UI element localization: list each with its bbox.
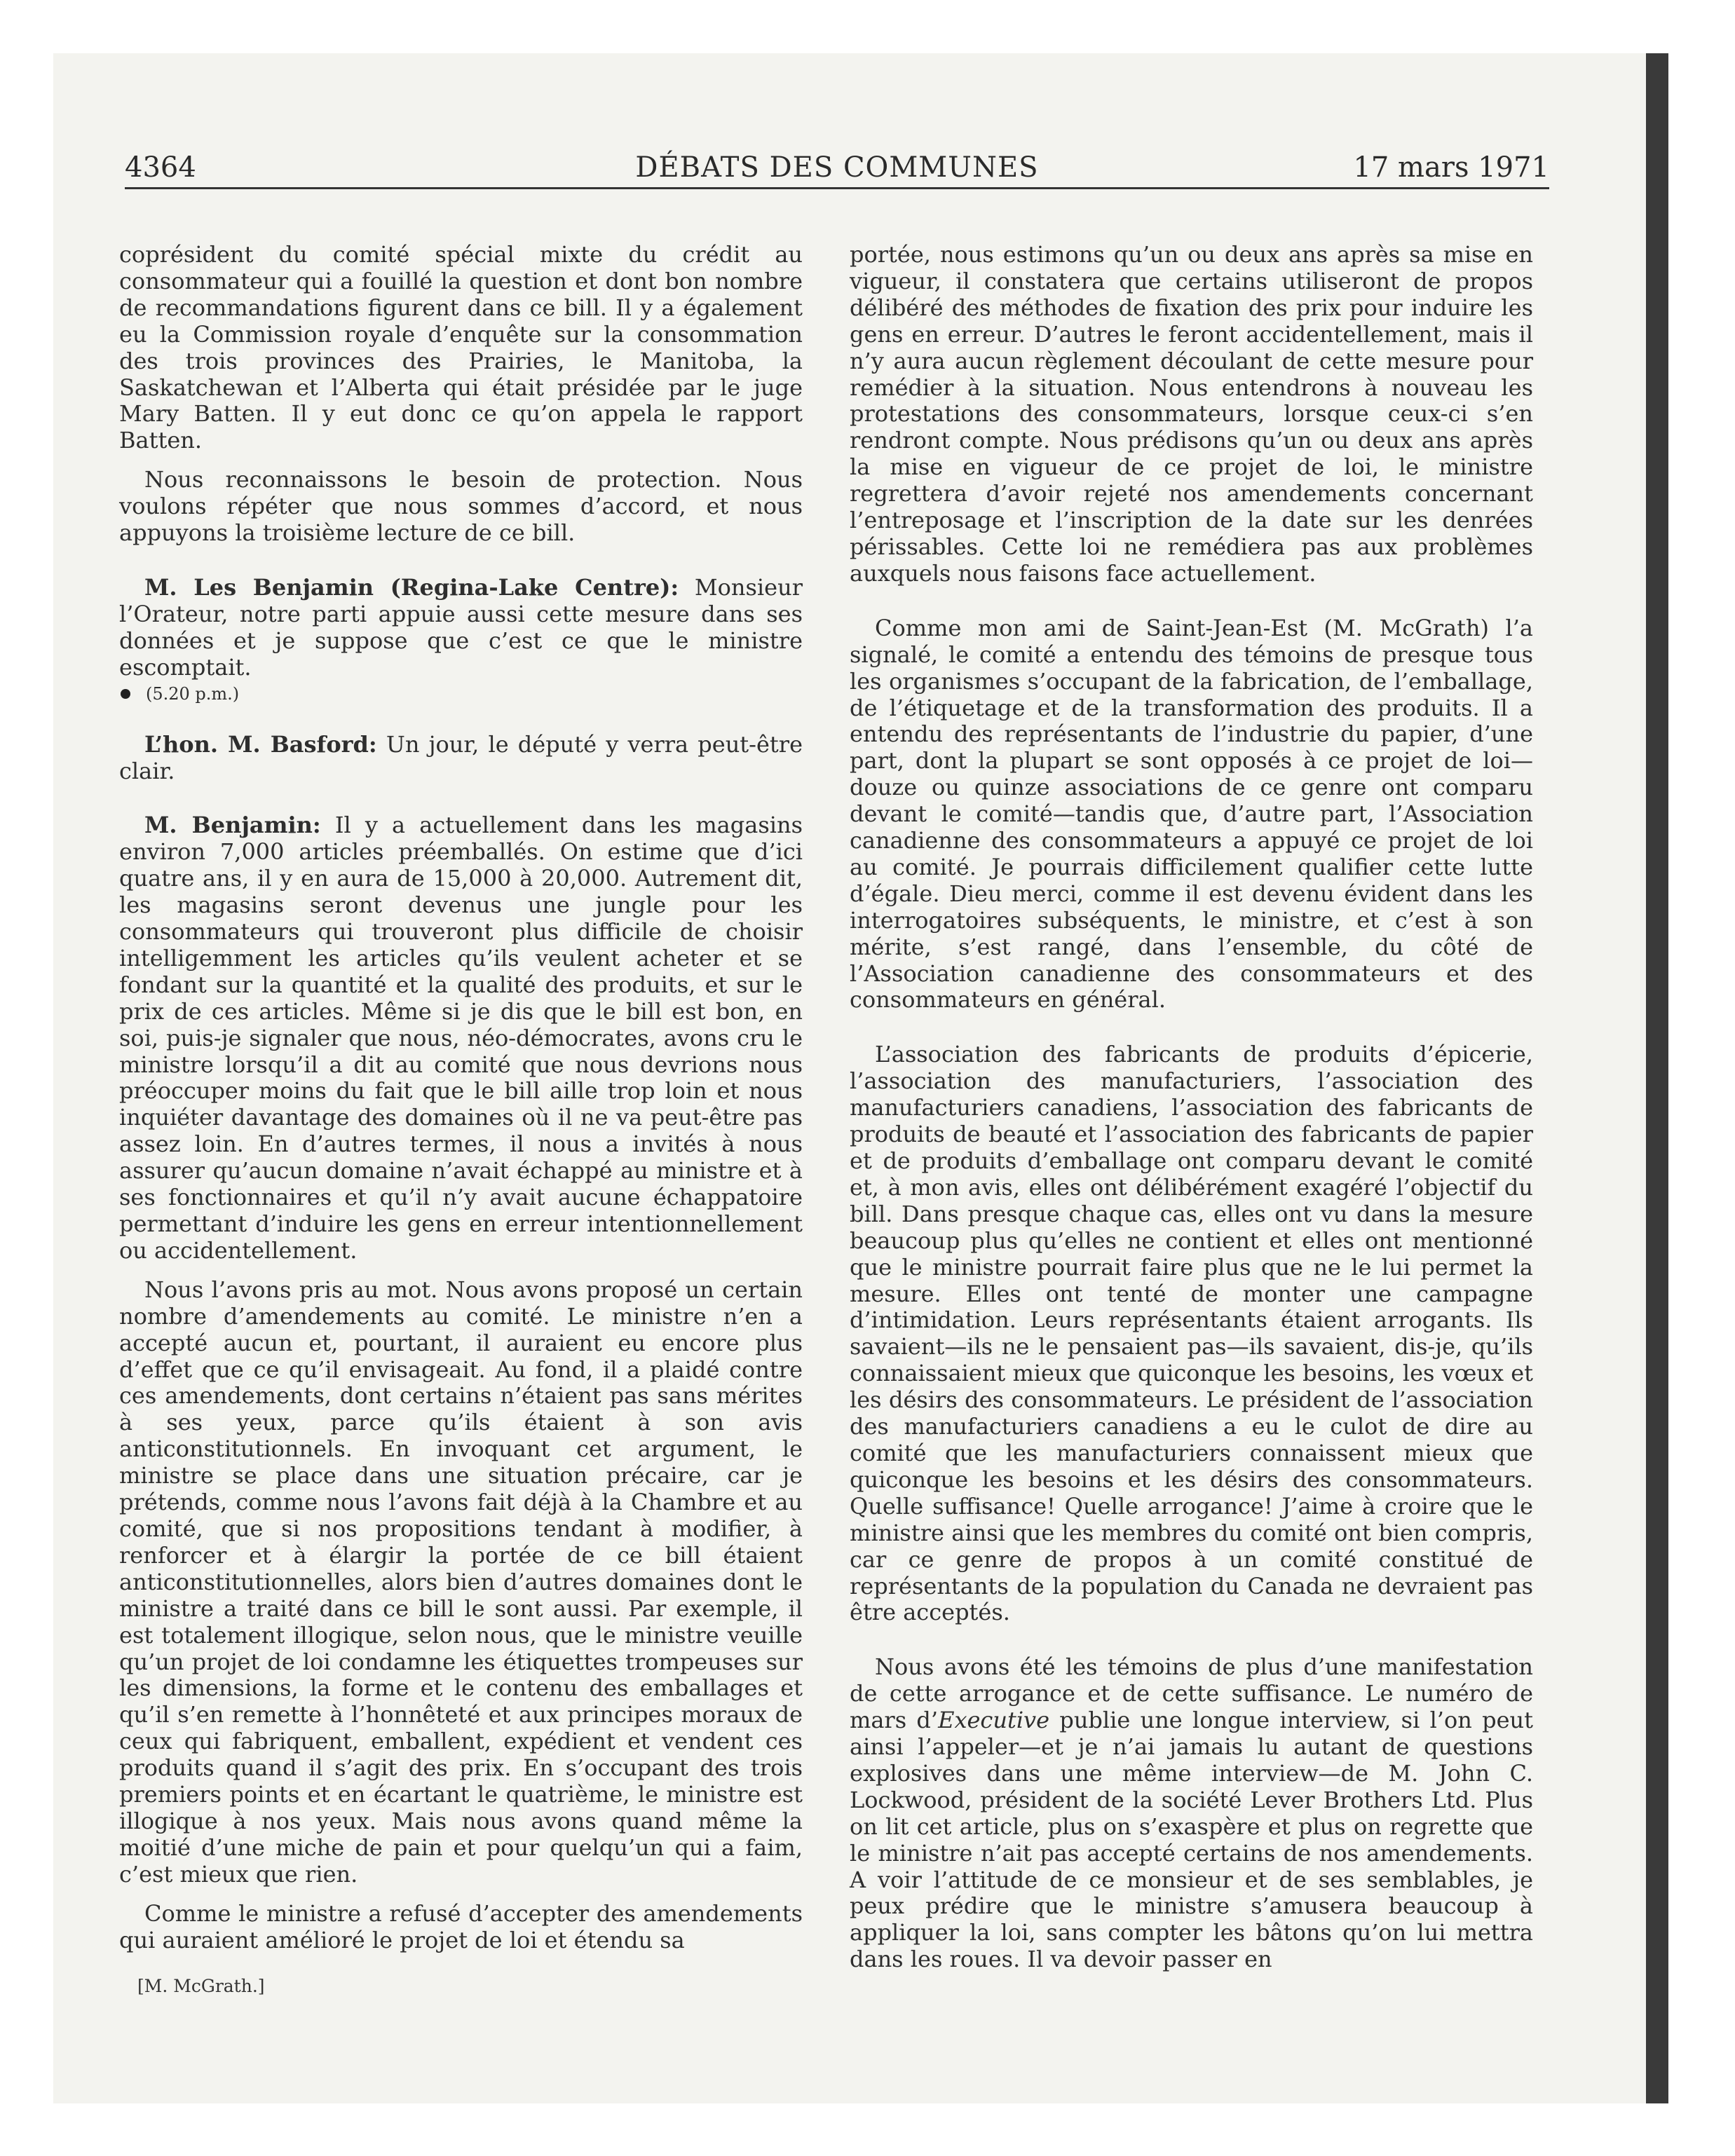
paragraph: coprésident du comité spécial mixte du crédit au consommateur qui a fouillé la question et dont bon nombre de recommandations figurent dans ce bill. Il y a également eu la Commission royale d’enquête sur la consommation des trois provinces des Prairies, le Manitoba, la Saskatchewan et l’Alberta qui était présidée par le juge Mary Batten. Il y eut donc ce qu’on appela le rapport Batten.	[119, 241, 803, 454]
speaker-name: M. Benjamin:	[144, 812, 321, 839]
paragraph	[850, 1654, 1533, 1973]
speaker-footnote: [M. McGrath.]	[137, 1976, 265, 1996]
page-header	[125, 148, 1549, 189]
speech-paragraph	[119, 575, 803, 681]
page-number: 4364	[125, 151, 196, 184]
speech-paragraph	[119, 732, 803, 785]
magazine-title: Executive	[938, 1707, 1050, 1734]
scan-edge	[1646, 53, 1668, 2103]
speech-paragraph	[119, 812, 803, 1264]
paragraph: Nous reconnaissons le besoin de protection. Nous voulons répéter que nous sommes d’accord, et nous appuyons la troisième lecture de ce bill.	[119, 466, 803, 547]
paragraph: Comme le ministre a refusé d’accepter des amendements qui auraient amélioré le projet de loi et étendu sa	[119, 1899, 803, 1953]
paragraph: Comme mon ami de Saint-Jean-Est (M. McGrath) l’a signalé, le comité a entendu des témoins de presque tous les organismes s’occupant de la fabrication, de l’emballage, de l’étiquetage et de la transformation des produits. Il a entendu des représentants de l’industrie du papier, d’une part, dont la plupart se sont opposés à ce projet de loi—douze ou quinze associations de ce genre ont comparu devant le comité—tandis que, d’autre part, l’Association canadienne des consommateurs a appuyé ce projet de loi au comité. Je pourrais difficilement qualifier cette lutte d’égale. Dieu merci, comme il est devenu évident dans les interrogatoires subséquents, le ministre, et c’est à son mérite, s’est rangé, dans l’ensemble, du côté de l’Association canadienne des consommateurs et des consommateurs en général.	[850, 614, 1533, 1014]
speech-text: Un jour, le député y verra peut-être clair.	[119, 730, 803, 784]
bullet-icon	[121, 689, 130, 699]
speech-text: Il y a actuellement dans les magasins environ 7,000 articles préemballés. On estime que d’ici quatre ans, il y en aura de 15,000 à 20,000. Autrement dit, les magasins seront devenus une jungle pour les consommateurs qui trouveront plus difficile de choisir intelligemment les articles qu’ils veulent acheter et se fondant sur la quantité et la qualité des produits, et sur le prix de ces articles. Même si je dis que le bill est bon, en soi, puis-je signaler que nous, néo-démocrates, avons cru le ministre lorsqu’il a dit au comité que nous devrions nous préoccuper moins du fait que le bill aille trop loin et nous inquiéter davantage des domaines où il ne va peut-être pas assez loin. En d’autres termes, il nous a invités à nous assurer qu’aucun domaine n’avait échappé au ministre et à ses fonctionnaires et qu’il n’y avait aucune échappatoire permettant d’induire les gens en erreur intentionnellement ou accidentellement.	[119, 812, 803, 1264]
paragraph: L’association des fabricants de produits d’épicerie, l’association des manufacturiers, l’association des manufacturiers canadiens, l’association des fabricants de produits de beauté et l’association des fabricants de papier et de produits d’emballage ont comparu devant le comité et, à mon avis, elles ont délibérément exagéré l’objectif du bill. Dans presque chaque cas, elles ont vu dans la mesure beaucoup plus qu’elles ne contient et elles ont mentionné que le ministre pourrait faire plus que ne le lui permet la mesure. Elles ont tenté de monter une campagne d’intimidation. Leurs représentants étaient arrogants. Ils savaient—ils ne le pensaient pas—ils savaient, dis-je, qu’ils connaissaient mieux que quiconque les besoins, les vœux et les désirs des consommateurs. Le président de l’association des manufacturiers canadiens a eu le culot de dire au comité que les manufacturiers connaissent mieux que quiconque les besoins et les désirs des consommateurs. Quelle suffisance! Quelle arrogance! J’aime à croire que le ministre ainsi que les membres du comité ont bien compris, car ce genre de propos à un comité constitué de représentants de la population du Canada ne devraient pas être acceptés.	[850, 1041, 1533, 1626]
paragraph-text: Nous avons été les témoins de plus d’une manifestation de cette arrogance et de cette suffisance. Le numéro de mars d’	[850, 1653, 1533, 1734]
paragraph-text: publie une longue interview, si l’on peut ainsi l’appeler—et je n’ai jamais lu autant de questions explosives dans une même interview—de M. John C. Lockwood, président de la société Lever Brothers Ltd. Plus on lit cet article, plus on s’exaspère et plus on regrette que le ministre n’ait pas accepté certains de nos amendements. A voir l’attitude de ce monsieur et de ses semblables, je peux prédire que le ministre s’amusera beaucoup à appliquer la loi, sans compter les bâtons qu’on lui mettra dans les roues. Il va devoir passer en	[850, 1707, 1534, 1973]
left-column	[119, 242, 803, 1953]
time-stamp-line	[119, 681, 803, 707]
speaker-name: M. Les Benjamin (Regina-Lake Centre):	[144, 573, 679, 601]
time-stamp: (5.20 p.m.)	[146, 683, 240, 704]
publication-title: DÉBATS DES COMMUNES	[635, 151, 1039, 184]
speaker-name: L’hon. M. Basford:	[144, 730, 377, 758]
paragraph: portée, nous estimons qu’un ou deux ans après sa mise en vigueur, il constatera que certains utiliseront de propos délibéré des méthodes de fixation des prix pour induire les gens en erreur. D’autres le feront accidentellement, mais il n’y aura aucun règlement découlant de cette mesure pour remédier à la situation. Nous entendrons à nouveau les protestations des consommateurs, lorsque ceux-ci s’en rendront compte. Nous prédisons qu’un ou deux ans après la mise en vigueur de ce projet de loi, le ministre regrettera d’avoir rejeté nos amendements concernant l’entreposage et l’inscription de la date sur les denrées périssables. Cette loi ne remédiera pas aux problèmes auxquels nous faisons face actuellement.	[850, 241, 1533, 587]
right-column	[850, 242, 1533, 1973]
speech-text: Monsieur l’Orateur, notre parti appuie aussi cette mesure dans ses données et je suppose que c’est ce que le ministre escomptait.	[119, 573, 803, 681]
paragraph: Nous l’avons pris au mot. Nous avons proposé un certain nombre d’amendements au comité. Le ministre n’en a accepté aucun et, pourtant, il auraient eu encore plus d’effet que ce qu’il envisageait. Au fond, il a plaidé contre ces amendements, dont certains n’étaient pas sans mérites à ses yeux, parce qu’ils étaient à son avis anticonstitutionnels. En invoquant cet argument, le ministre se place dans une situation précaire, car je prétends, comme nous l’avons fait déjà à la Chambre et au comité, que si nos propositions tendant à modifier, à renforcer et à élargir la portée de ce bill étaient anticonstitutionnelles, alors bien d’autres domaines dont le ministre a traité dans ce bill le sont aussi. Par exemple, il est totalement illogique, selon nous, que le ministre veuille qu’un projet de loi condamne les étiquettes trompeuses sur les dimensions, la forme et le contenu des emballages et qu’il s’en remette à l’honnêteté et aux principes moraux de ceux qui fabriquent, emballent, expédient et vendent ces produits quand il s’agit des prix. En s’occupant des trois premiers points et en écartant le quatrième, le ministre est illogique à nos yeux. Mais nous avons quand même la moitié d’une miche de pain et pour quelqu’un qui a faim, c’est mieux que rien.	[119, 1276, 803, 1888]
issue-date: 17 mars 1971	[1353, 151, 1549, 184]
